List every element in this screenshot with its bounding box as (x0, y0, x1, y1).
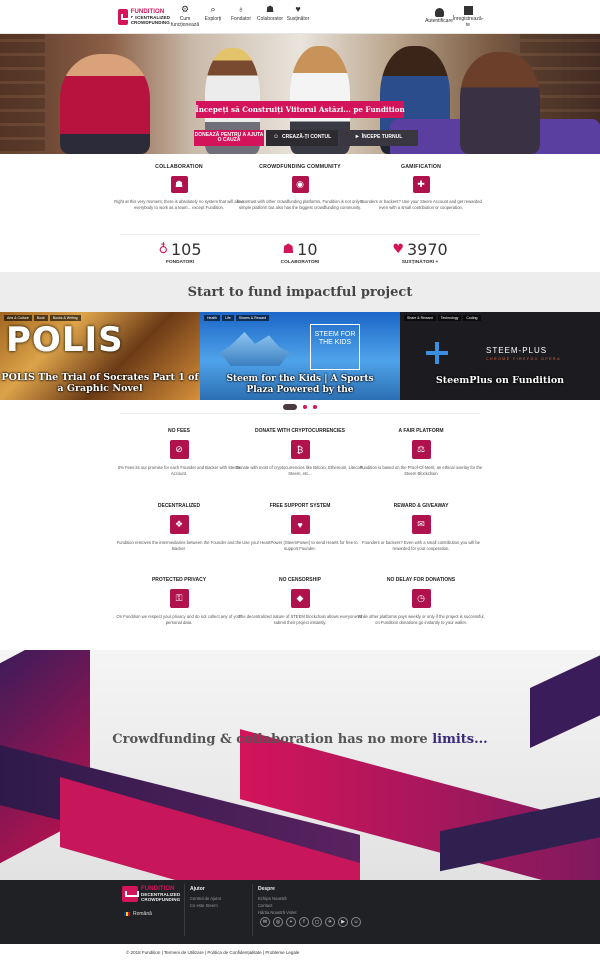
footer-divider (252, 884, 253, 936)
footer-link[interactable]: Centrul de Ajutor (190, 896, 222, 901)
project-tag[interactable]: Share & Reward (404, 315, 436, 321)
register-label: Înregistrează-te (452, 16, 484, 28)
feature-text: Use your HeartPower (SteemPower) to send Hearts for free to support Founder. (242, 540, 358, 551)
project-tags (204, 315, 269, 321)
logo-line2: CROWDFUNDING (141, 897, 181, 902)
project-slide-steemplus[interactable] (400, 312, 600, 400)
feature-text: Donate with most of cryptocurrencies like Bitcoin, Ethereum, Litecoin, Steem, etc... (235, 465, 365, 476)
create-account-button[interactable] (266, 130, 338, 146)
team-icon: ☗ (282, 242, 295, 257)
create-account-label: CREAZĂ-ȚI CONTUL (281, 134, 332, 141)
feature-reward-giveaway (356, 503, 486, 552)
feature-text: Founders or backers? Even with a small contribution you will be rewarded for your cooperation. (361, 540, 480, 551)
slide-banner-subtext: CHROME FIREFOX OPERA (486, 357, 561, 361)
feature-donate-crypto (235, 428, 365, 477)
stat-collaborators (260, 240, 340, 265)
steem-icon[interactable]: ◎ (273, 917, 283, 927)
project-tag[interactable]: Life (222, 315, 234, 321)
no-fees-icon: ⊘ (170, 440, 189, 459)
instagram-icon[interactable]: ◻ (312, 917, 322, 927)
gift-icon: ✉ (412, 515, 431, 534)
start-tour-button[interactable] (340, 130, 418, 146)
feature-text: While other platforms pays weekly or only if the project is successful, on Fundition donations go instantly to your wallet. (357, 614, 485, 625)
bulb-icon: ♁ (158, 242, 168, 257)
feature-title: FREE SUPPORT SYSTEM (269, 503, 331, 509)
limits-text: Crowdfunding & collaboration has no more (112, 732, 433, 747)
stat-founders (140, 240, 220, 265)
logo-brand: FUNDITION (130, 9, 165, 15)
feature-no-fees (114, 428, 244, 477)
feature-title: A FAIR PLATFORM (398, 428, 444, 434)
feature-text: On Fundition we respect your privacy and do not collect any of your personal data. (116, 614, 242, 625)
steemplus-cross-icon (426, 342, 448, 364)
site-footer (0, 880, 600, 944)
logo-text (141, 886, 180, 902)
feature-title: DECENTRALIZED (157, 503, 201, 509)
decentralized-icon: ❖ (170, 515, 189, 534)
feature-fair-platform (356, 428, 486, 477)
clock-icon: ◷ (412, 589, 431, 608)
footer-link[interactable]: Contact (258, 903, 273, 908)
bulb-icon: ♁ (237, 4, 245, 15)
user-icon: ☺ (272, 134, 279, 141)
feature-collaboration (114, 164, 244, 211)
feature-title: NO CENSORSHIP (279, 577, 321, 583)
register-link[interactable] (454, 6, 482, 28)
megaphone-icon: ◆ (291, 589, 310, 608)
project-tag[interactable]: Health (204, 315, 220, 321)
hero-title: Începeți să Construiți Viitorul Astăzi... pe Fundition (196, 101, 404, 118)
language-selector[interactable] (124, 911, 152, 917)
nav-label: Fondator (230, 16, 251, 22)
gamepad-icon: ✚ (413, 176, 430, 193)
register-icon (464, 6, 473, 15)
stat-label: SUSȚINĂTORI + (401, 260, 439, 265)
carousel-pagination (0, 402, 600, 412)
logo-mark-icon (118, 9, 128, 25)
feature-text: Fundition is based on the Proof-Of-Merit, an ethical overlay for the Steem Blockchain (359, 465, 483, 476)
heart-icon: ♥ (392, 242, 404, 257)
hero-bookshelf (0, 34, 45, 154)
donate-button[interactable] (194, 130, 264, 146)
nav-how-it-works[interactable] (170, 4, 200, 28)
plus-icon[interactable]: + (286, 917, 296, 927)
hero-buttons (194, 130, 418, 146)
feature-title: REWARD & GIVEAWAY (393, 503, 449, 509)
stat-label: FONDATORI (165, 260, 195, 265)
feature-crowdfunding-community (235, 164, 365, 211)
feature-no-censorship (235, 577, 365, 626)
project-slide-steem-kids[interactable] (200, 312, 400, 400)
logo-line1: DECENTRALIZED (141, 892, 181, 897)
facebook-icon[interactable]: f (299, 917, 309, 927)
nav-explore[interactable] (203, 5, 223, 23)
feature-text: Right at this very moment, there is absolutely no system that will allow everybody to work as a team... except Fundition. (114, 199, 244, 210)
project-title[interactable]: SteemPlus on Fundition (435, 375, 565, 386)
community-icon: ◉ (292, 176, 309, 193)
decorative-background (0, 650, 600, 880)
nav-founder[interactable] (230, 5, 252, 23)
nav-label: Explorți (204, 16, 222, 22)
footer-link[interactable]: Hârtia Noastră Violet (258, 910, 297, 915)
intro-features (0, 164, 600, 234)
discord-icon[interactable]: ☺ (351, 917, 361, 927)
language-label: Română (133, 911, 152, 917)
stat-label: COLABORATORI (280, 260, 320, 265)
feature-title: GAMIFICATION (400, 164, 442, 170)
stats-row (120, 234, 480, 270)
social-links (260, 917, 361, 927)
email-icon[interactable]: ✉ (260, 917, 270, 927)
project-tag[interactable]: Book (34, 315, 48, 321)
fundition-logo[interactable] (118, 6, 170, 28)
search-icon: ⌕ (210, 4, 216, 15)
feature-title: CROWDFUNDING COMMUNITY (259, 164, 341, 170)
feature-text: Fundition removes the intermediaries between the Founder and the Backer. (116, 540, 242, 551)
footer-link[interactable]: Echipa Noastră (258, 896, 287, 901)
footer-divider (184, 884, 185, 936)
fair-icon: ⚖ (412, 440, 431, 459)
hero-person (460, 52, 540, 154)
feature-text: 0% Fees its our promise for each Founder and Backer with Steem Account. (117, 465, 241, 476)
project-carousel (0, 312, 600, 400)
nav-label: Colaborator (256, 16, 284, 22)
team-icon: ☗ (171, 176, 188, 193)
twitter-icon[interactable]: ✈ (325, 917, 335, 927)
section-title: Start to fund impactful project (187, 284, 413, 300)
logo-line1: DECENTRALIZED (130, 15, 170, 20)
footer-help-title: Ajutor (190, 886, 205, 892)
carousel-dot[interactable] (313, 405, 317, 409)
footer-link[interactable]: Ce este Steem (190, 903, 218, 908)
nav-label: Cum funcționează (170, 16, 200, 28)
feature-protected-privacy (114, 577, 244, 626)
stat-value: 3970 (406, 240, 448, 259)
feature-title: PROTECTED PRIVACY (151, 577, 207, 583)
logo-mark-icon (122, 886, 138, 902)
youtube-icon[interactable]: ▶ (338, 917, 348, 927)
feature-gamification (356, 164, 486, 211)
stat-value: 10 (297, 240, 318, 259)
hero-person (60, 54, 150, 154)
feature-title: DONATE WITH CRYPTOCURRENCIES (255, 428, 345, 434)
project-tag[interactable]: Arts & Culture (4, 315, 32, 321)
slide-banner-text: POLIS (6, 320, 124, 360)
stat-supporters (380, 240, 460, 265)
project-title[interactable]: POLIS The Trial of Socrates Part 1 of a Graphic Novel (1, 372, 199, 394)
lock-icon: ⚿ (170, 589, 189, 608)
logo-line2: CROWDFUNDING (130, 20, 170, 25)
project-tags (404, 315, 481, 321)
feature-free-support (235, 503, 365, 552)
project-tag[interactable]: Shares & Reward (236, 315, 269, 321)
legal-text[interactable]: © 2018 Fundition | Termeni de Utilizare | Politica de Confidențialitate | Probleme Legale (126, 949, 300, 955)
user-icon (435, 8, 444, 17)
limits-tagline (0, 732, 600, 747)
legal-bar (0, 944, 600, 960)
team-icon: ☗ (265, 4, 275, 15)
gear-icon: ⚙ (180, 4, 190, 15)
logo-brand: FUNDITION (141, 886, 175, 892)
feature-text: The decentralized nature of STEEM blockchain allows everyone to submit their project instantly. (238, 614, 362, 625)
nav-supporter[interactable] (286, 5, 310, 23)
feature-text: Founders or backers? Use your Steem Account and get rewarded even with a small contribution or cooperation. (360, 199, 482, 210)
login-link[interactable] (424, 8, 454, 25)
play-icon: ▸ (355, 134, 359, 141)
heart-icon: ♥ (295, 4, 301, 15)
stat-value: 105 (170, 240, 202, 259)
feature-decentralized (114, 503, 244, 552)
footer-about-title: Despre (258, 886, 275, 892)
project-title[interactable]: Steem for the Kids | A Sports Plaza Powered by the (226, 374, 374, 395)
project-slide-polis[interactable] (0, 312, 200, 400)
donate-button-label: DONEAZĂ PENTRU A AJUTA O CAUZĂ (194, 131, 264, 143)
project-tag[interactable]: Technology (438, 315, 462, 321)
feature-title: COLLABORATION (155, 164, 203, 170)
login-label: Autentificare (425, 18, 453, 24)
feature-title: NO DELAY FOR DONATIONS (386, 577, 456, 583)
feature-text: In contrast with other crowdfunding platforms, Fundition is not only a simple platform but also has the biggest crowdfunding community. (236, 199, 364, 210)
romania-flag-icon (124, 912, 130, 916)
heart-power-icon: ♥ (291, 515, 310, 534)
footer-logo[interactable] (122, 886, 180, 902)
slide-image-ship (220, 332, 290, 366)
logo-text (131, 9, 170, 25)
slide-banner-text: STEEM-PLUS (486, 346, 548, 355)
feature-no-delay (356, 577, 486, 626)
crypto-icon: ₿ (291, 440, 310, 459)
limits-strong: limits... (432, 732, 488, 747)
project-tag[interactable]: Coding (463, 315, 480, 321)
feature-title: NO FEES (168, 428, 190, 434)
carousel-dot[interactable] (283, 404, 297, 410)
section-band (0, 272, 600, 312)
nav-collaborator[interactable] (256, 5, 284, 23)
divider (120, 413, 480, 414)
carousel-dot[interactable] (303, 405, 307, 409)
start-tour-label: ÎNCEPE TURNUL (361, 134, 403, 141)
project-tag[interactable]: Books & Writing (50, 315, 81, 321)
slide-banner-text: STEEM FOR THE KIDS (310, 324, 360, 370)
top-navigation-bar (0, 0, 600, 34)
nav-label: Susținător (286, 16, 310, 22)
